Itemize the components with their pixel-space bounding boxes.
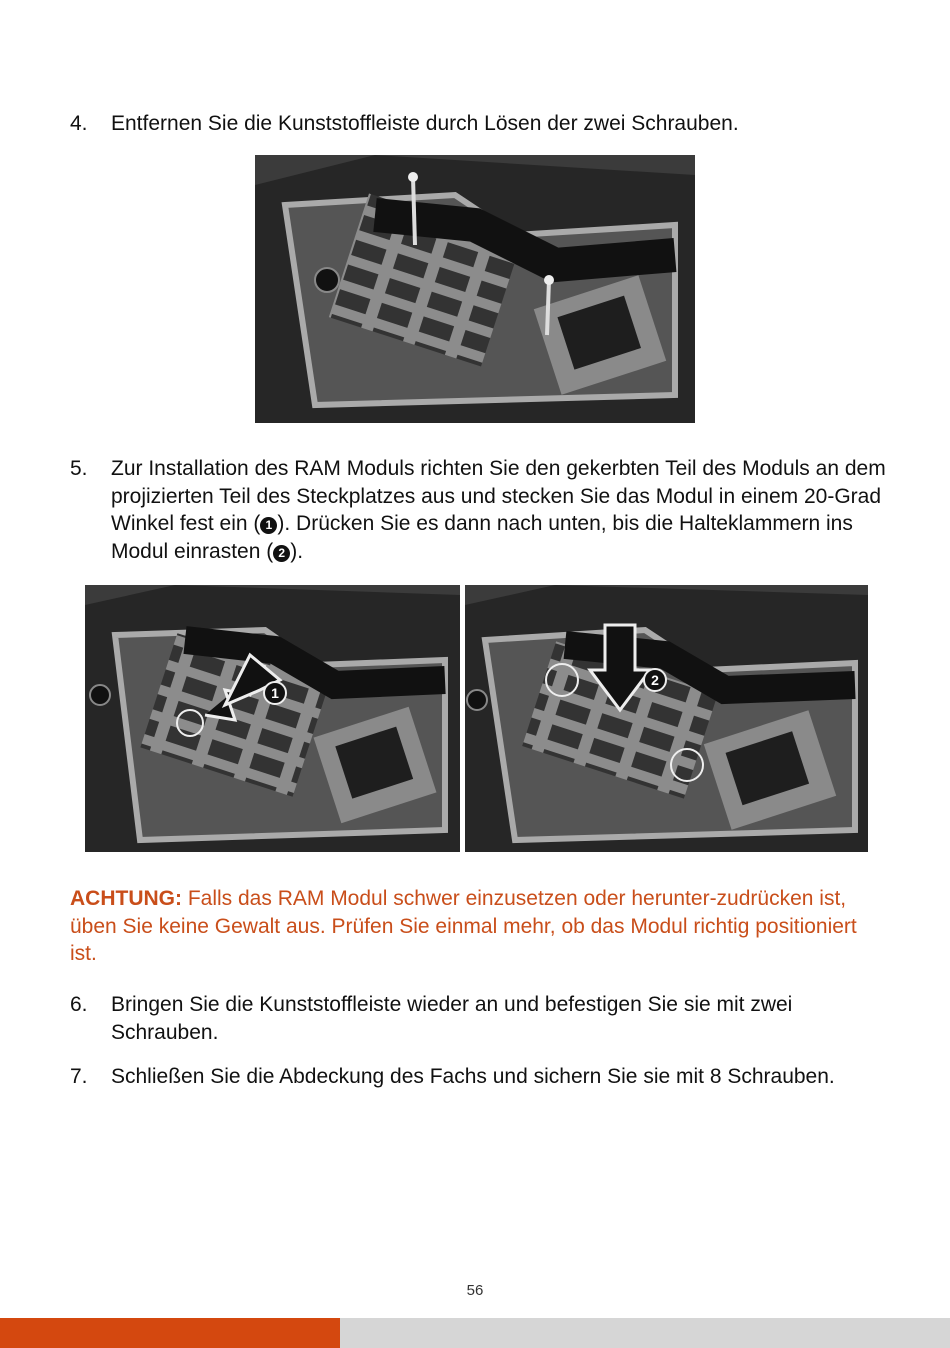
figure-insert-module xyxy=(85,585,460,852)
step-text: Schließen Sie die Abdeckung des Fachs und sichern Sie sie mit 8 Schrauben. xyxy=(111,1065,835,1088)
step-text: Bringen Sie die Kunststoffleiste wieder an und befestigen Sie sie mit zwei Schrauben. xyxy=(111,993,793,1044)
step-6 xyxy=(70,991,900,1046)
callout-marker-1: 1 xyxy=(260,517,277,534)
step-number: 4. xyxy=(70,112,88,135)
callout-marker-2: 2 xyxy=(273,545,290,562)
step-text-part: Zur Installation des RAM Moduls richten Sie den gekerbten Teil des Moduls an dem projizierten Teil des Steckplatzes aus und stecken Sie das Modul in einem 20-Grad Winkel fest ein ( xyxy=(111,457,886,535)
figure-callout-2: 2 xyxy=(651,672,659,688)
step-text xyxy=(111,455,900,565)
step-number: 6. xyxy=(70,993,88,1016)
caution-text: Falls das RAM Modul schwer einzusetzen oder herunter-zudrücken ist, üben Sie keine Gewalt aus. Prüfen Sie einmal mehr, ob das Modul richtig positioniert ist. xyxy=(70,887,857,965)
caution-label: ACHTUNG: xyxy=(70,887,182,910)
step-text: Entfernen Sie die Kunststoffleiste durch Lösen der zwei Schrauben. xyxy=(111,112,739,135)
step-text-part: ). xyxy=(290,539,304,563)
figure-press-module-down xyxy=(465,585,868,852)
figure-callout-1: 1 xyxy=(271,685,279,701)
step-5 xyxy=(70,455,900,565)
step-number: 5. xyxy=(70,457,88,480)
step-text-part: ). Drücken Sie es dann nach unten, bis die Halteklammern ins Modul einrasten ( xyxy=(111,512,853,563)
footer-gray-bar xyxy=(340,1318,950,1348)
footer-accent-bar xyxy=(0,1318,340,1348)
page-number: 56 xyxy=(466,1282,484,1299)
step-number: 7. xyxy=(70,1065,88,1088)
step-4 xyxy=(70,110,900,138)
step-7 xyxy=(70,1063,900,1091)
caution-note xyxy=(70,885,870,968)
figure-remove-plastic-bar xyxy=(255,155,695,423)
